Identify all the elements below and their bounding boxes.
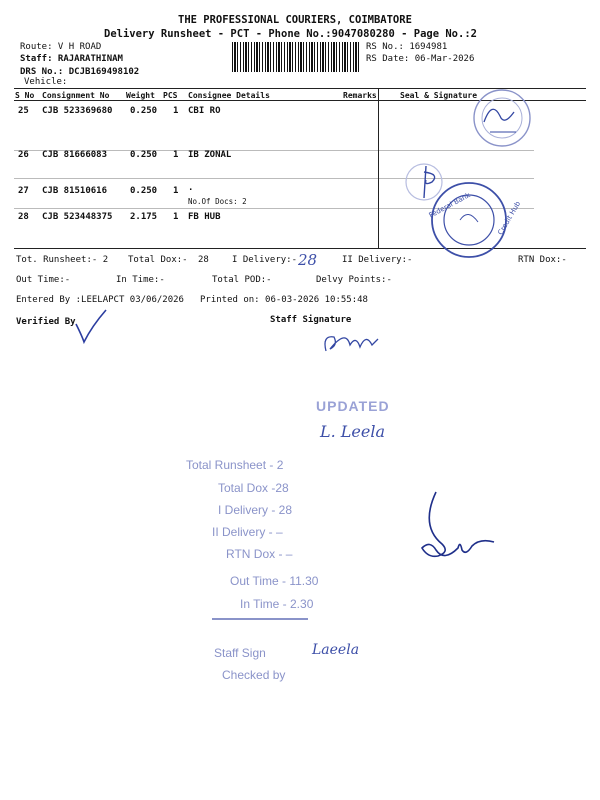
vehicle-text: Vehicle: — [24, 77, 68, 87]
runsheet-subtitle: Delivery Runsheet - PCT - Phone No.:9047080280 - Page No.:2 — [104, 28, 477, 40]
large-signature — [400, 486, 500, 586]
hw-ii-delivery: II Delivery - – — [212, 525, 283, 539]
row-note: No.Of Docs: 2 — [188, 197, 247, 206]
col-consignee: Consignee Details — [188, 91, 270, 100]
row-details: CBI RO — [188, 106, 221, 116]
col-weight: Weight — [126, 91, 155, 100]
col-pcs: PCS — [163, 91, 178, 100]
row-consignment: CJB 523369680 — [42, 106, 113, 116]
row-weight: 2.175 — [130, 212, 158, 222]
row-pcs: 1 — [173, 186, 179, 196]
total-pod-label: Total POD:- — [212, 275, 272, 285]
i-delivery-handwritten: 28 — [298, 251, 318, 269]
row-sno: 28 — [18, 212, 29, 222]
hw-tot-runsheet: Total Runsheet - 2 — [186, 458, 284, 472]
federal-bank-stamp — [424, 178, 523, 262]
col-seal: Seal & Signature — [400, 91, 478, 100]
row-weight: 0.250 — [130, 150, 158, 160]
out-time-label: Out Time:- — [16, 275, 71, 285]
col-consignment: Consignment No — [42, 91, 110, 100]
row-consignment: CJB 523448375 — [42, 212, 113, 222]
in-time-label: In Time:- — [116, 275, 165, 285]
hw-total-dox: Total Dox -28 — [218, 481, 289, 495]
row-pcs: 1 — [173, 106, 179, 116]
hw-staff-sign: Staff Sign — [214, 646, 266, 660]
ii-delivery-label: II Delivery:- — [342, 255, 413, 265]
updated-stamp: UPDATED — [316, 398, 390, 414]
tot-runsheet: Tot. Runsheet:- 2 — [16, 255, 109, 265]
hw-checked-by: Checked by — [222, 668, 286, 682]
row-sno: 26 — [18, 150, 29, 160]
barcode — [232, 42, 360, 72]
rs-no-text: RS No.: 1694981 — [366, 42, 448, 52]
i-delivery-label: I Delivery:- — [232, 255, 298, 265]
staff-signature-scribble — [320, 325, 382, 357]
row-sno: 25 — [18, 106, 29, 116]
staff-text: Staff: RAJARATHINAM — [20, 54, 123, 64]
company-title: THE PROFESSIONAL COURIERS, COIMBATORE — [178, 14, 412, 26]
row-pcs: 1 — [173, 150, 179, 160]
row-weight: 0.250 — [130, 186, 158, 196]
row-pcs: 1 — [173, 212, 179, 222]
col-sno: S No — [15, 91, 35, 100]
hw-in-time: In Time - 2.30 — [240, 597, 314, 611]
hw-seal-signature: Laeela — [312, 642, 360, 658]
hw-strike-line — [212, 618, 308, 620]
svg-text:Federal Bank: Federal Bank — [427, 191, 472, 220]
row-consignment: CJB 81666083 — [42, 150, 108, 160]
row-details: FB HUB — [188, 212, 221, 222]
drs-text: DRS No.: DCJB169498102 — [20, 67, 140, 77]
hw-rtn-dox: RTN Dox - – — [226, 547, 293, 561]
hw-i-delivery: I Delivery - 28 — [218, 503, 293, 517]
row-consignment: CJB 81510616 — [42, 186, 108, 196]
verified-tick-mark — [74, 308, 108, 344]
staff-signature-label: Staff Signature — [270, 315, 352, 325]
total-dox-label: Total Dox:- — [128, 255, 188, 265]
row-weight: 0.250 — [130, 106, 158, 116]
seal-stamp-top — [470, 86, 534, 150]
delvy-points-label: Delvy Points:- — [316, 275, 392, 285]
row-sno: 27 — [18, 186, 29, 196]
svg-text:Credit Hub: Credit Hub — [496, 199, 523, 237]
row-details: . — [188, 183, 194, 193]
rs-date-text: RS Date: 06-Mar-2026 — [366, 54, 475, 64]
printed-on: Printed on: 06-03-2026 10:55:48 — [200, 295, 368, 305]
entered-by: Entered By :LEELAPCT 03/06/2026 — [16, 295, 184, 305]
verified-by-label: Verified By — [16, 317, 76, 327]
row-details: IB ZONAL — [188, 150, 232, 160]
rtn-dox-label: RTN Dox:- — [518, 255, 567, 265]
total-dox-value: 28 — [198, 255, 209, 265]
col-remarks: Remarks — [343, 91, 377, 100]
updated-sign: L. Leela — [320, 422, 386, 441]
route-text: Route: V H ROAD — [20, 42, 102, 52]
hw-out-time: Out Time - 11.30 — [230, 574, 319, 588]
